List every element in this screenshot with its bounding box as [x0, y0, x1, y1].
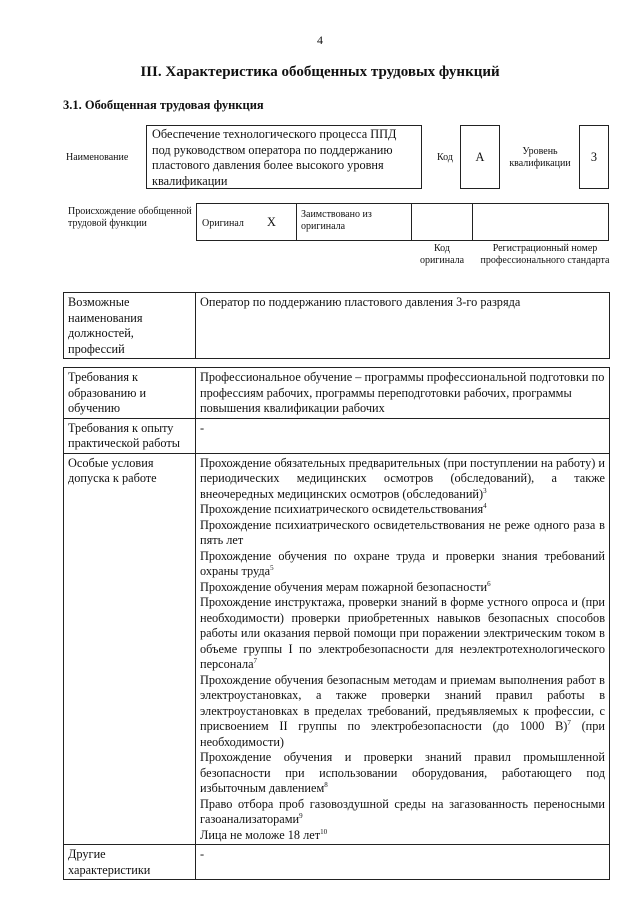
footnote-ref: 7 [567, 719, 571, 727]
admission-item [200, 518, 605, 549]
admission-item-text: Прохождение психиатрического освидетельствования [200, 502, 484, 516]
origin-divider-2 [411, 204, 412, 240]
education-label: Требования к образованию и обучению [64, 368, 196, 419]
level-value: 3 [590, 150, 598, 164]
admission-item [200, 580, 605, 596]
experience-value: - [196, 418, 610, 453]
admission-item [200, 797, 605, 828]
other-label: Другие характеристики [64, 845, 196, 880]
footnote-ref: 7 [253, 657, 258, 665]
admission-item-text: Право отбора проб газовоздушной среды на загазованность переносными газоанализаторами [200, 796, 605, 826]
subsection-title: 3.1. Обобщенная трудовая функция [63, 98, 264, 112]
positions-value: Оператор по поддержанию пластового давления 3-го разряда [196, 293, 610, 359]
admission-item [200, 673, 605, 751]
footnote-ref: 9 [299, 812, 303, 820]
page-number: 4 [317, 33, 323, 47]
experience-label: Требования к опыту практической работы [64, 418, 196, 453]
requirements-table [63, 367, 610, 880]
admission-item-text: Прохождение психиатрического освидетельствования не реже одного раза в пять лет [200, 517, 605, 547]
admission-item [200, 595, 605, 673]
original-mark: Х [267, 215, 276, 229]
origin-box [196, 203, 609, 241]
name-label: Наименование [66, 152, 129, 163]
admission-item-tail: (при необходимости) [200, 719, 605, 749]
footnote-ref: 5 [270, 564, 274, 572]
footnote-ref: 4 [483, 502, 487, 510]
admission-label: Особые условия допуска к работе [64, 453, 196, 845]
admission-item [200, 750, 605, 797]
admission-row [64, 453, 610, 845]
admission-item-text: Прохождение обучения и проверки знаний правил промышленной безопасности при использовании оборудования, работающего под избыточным давлением [200, 750, 605, 795]
section-title: III. Характеристика обобщенных трудовых функций [140, 64, 500, 80]
admission-item-text: Прохождение обучения мерам пожарной безопасности [200, 579, 488, 594]
admission-item-text: Прохождение обучения по охране труда и проверки знания требований охраны труда [200, 548, 605, 578]
code-value: А [475, 150, 485, 164]
level-label: Уровень квалификации [509, 146, 571, 169]
education-row [64, 368, 610, 419]
origin-divider-1 [296, 204, 297, 240]
admission-item [200, 456, 605, 503]
name-value-box [146, 125, 422, 189]
education-value: Профессиональное обучение – программы профессиональной подготовки по профессиям рабочих, программы переподготовки рабочих, программы повышения квалификации рабочих [196, 368, 610, 419]
footnote-ref: 6 [487, 579, 491, 588]
admission-item-text: Прохождение обязательных предварительных (при поступлении на работу) и периодических медицинских осмотров (обследований), а также внеочередных медицинских осмотров (обследований) [200, 455, 605, 501]
experience-row [64, 418, 610, 453]
footnote-ref: 3 [483, 486, 487, 495]
admission-item-text: Прохождение инструктажа, проверки знаний в форме устного опроса и (при необходимости) проверки приобретенных навыков безопасных способов работы или оказания первой помощи при поражении электрическим током в объеме группы I по электробезопасности для неэлектротехнологического персонала [200, 595, 605, 671]
admission-item-text: Лица не моложе 18 лет [200, 827, 321, 842]
positions-label: Возможные наименования должностей, профессий [64, 293, 196, 359]
name-value: Обеспечение технологического процесса ППД под руководством оператора по поддержанию пластового давления более высокого уровня квалификации [152, 127, 397, 188]
positions-row [64, 293, 610, 359]
admission-list [196, 453, 610, 845]
footnote-ref: 10 [320, 827, 328, 836]
borrowed-label: Заимствовано из оригинала [301, 209, 372, 232]
origin-divider-3 [472, 204, 473, 240]
admission-item [200, 549, 605, 580]
positions-table [63, 292, 610, 359]
admission-item [200, 502, 605, 518]
reg-caption: Регистрационный номер профессионального стандарта [480, 243, 610, 266]
original-label: Оригинал [202, 218, 244, 229]
other-value: - [196, 845, 610, 880]
origin-label: Происхождение обобщенной трудовой функции [68, 206, 192, 229]
code-label: Код [437, 152, 453, 163]
admission-item [200, 828, 605, 844]
level-value-box [579, 125, 609, 189]
code-value-box [460, 125, 500, 189]
other-row [64, 845, 610, 880]
footnote-ref: 8 [324, 781, 328, 789]
code-caption: Код оригинала [419, 243, 465, 266]
admission-item-text: Прохождение обучения безопасным методам и приемам выполнения работ в электроустановках, а также проверки знаний правил работы в электроустановках в пределах требований, предъявляемых к профессии, с присвоением II группы по электробезопасности (до 1000 В) [200, 672, 605, 733]
